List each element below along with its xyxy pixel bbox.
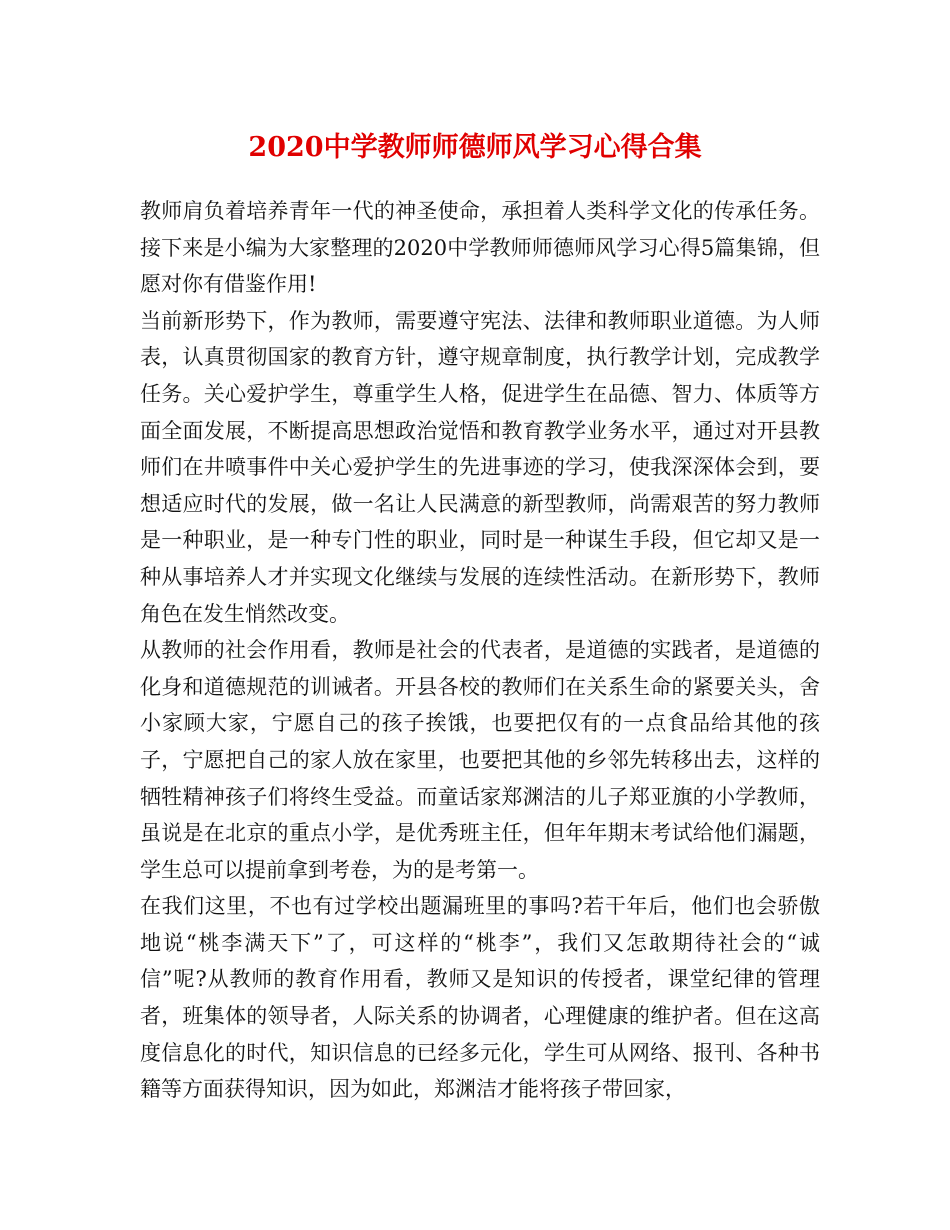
document-title: 2020中学教师师德师风学习心得合集 bbox=[248, 132, 702, 163]
paragraph-educational-role: 在我们这里，不也有过学校出题漏班里的事吗?若干年后，他们也会骄傲地说“桃李满天下”了，可这样的“桃李”，我们又怎敢期待社会的“诚信”呢?从教师的教育作用看，教师又是知识的传授者，课堂纪律的管理者，班集体的领导者，人际关系的协调者，心理健康的维护者。但在这高度信息化的时代，知识信息的已经多元化，学生可从网络、报刊、各种书籍等方面获得知识，因为如此，郑渊洁才能将孩子带回家， bbox=[140, 894, 820, 1102]
paragraph-new-situation: 当前新形势下，作为教师，需要遵守宪法、法律和教师职业道德。为人师表，认真贯彻国家的教育方针，遵守规章制度，执行教学计划，完成教学任务。关心爱护学生，尊重学生人格，促进学生在品德、智力、体质等方面全面发展，不断提高思想政治觉悟和教育教学业务水平，通过对开县教师们在井喷事件中关心爱护学生的先进事迹的学习，使我深深体会到，要想适应时代的发展，做一名让人民满意的新型教师，尚需艰苦的努力教师是一种职业，是一种专门性的职业，同时是一种谋生手段，但它却又是一种从事培养人才并实现文化继续与发展的连续性活动。在新形势下，教师角色在发生悄然改变。 bbox=[140, 308, 820, 626]
document-body bbox=[140, 193, 820, 1108]
paragraph-social-role: 从教师的社会作用看，教师是社会的代表者，是道德的实践者，是道德的化身和道德规范的训诫者。开县各校的教师们在关系生命的紧要关头，舍小家顾大家，宁愿自己的孩子挨饿，也要把仅有的一点食品给其他的孩子，宁愿把自己的家人放在家里，也要把其他的乡邻先转移出去，这样的牺牲精神孩子们将终生受益。而童话家郑渊洁的儿子郑亚旗的小学教师，虽说是在北京的重点小学，是优秀班主任，但年年期末考试给他们漏题，学生总可以提前拿到考卷，为的是考第一。 bbox=[140, 638, 820, 882]
paragraph-intro: 教师肩负着培养青年一代的神圣使命，承担着人类科学文化的传承任务。接下来是小编为大家整理的2020中学教师师德师风学习心得5篇集锦，但愿对你有借鉴作用! bbox=[140, 199, 820, 297]
